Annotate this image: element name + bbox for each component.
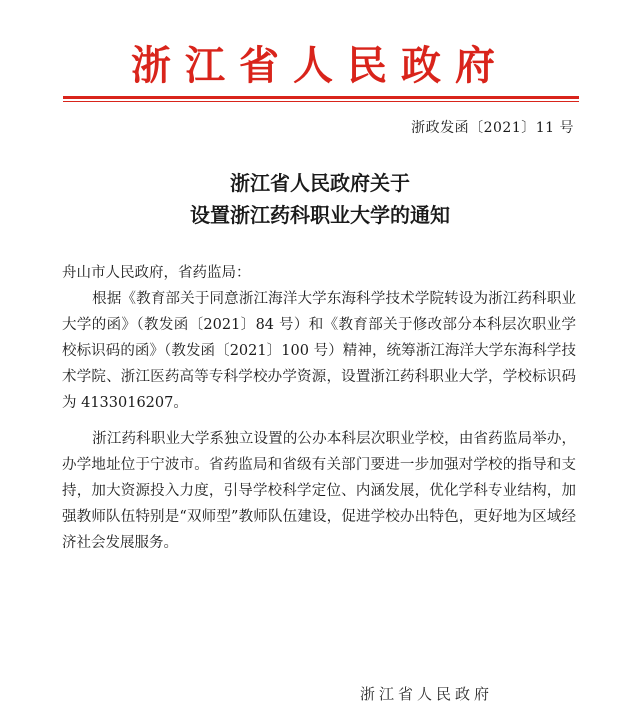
body-paragraph-2-text: 浙江药科职业大学系独立设置的公办本科层次职业学校，由省药监局举办，办学地址位于宁波市。省药监局和省级有关部门要进一步加强对学校的指导和支持，加大资源投入力度，引导学校科学定位、内涵发展，优化学科专业结构，加强教师队伍特别是“双师型”教师队伍建设，促进学校办出特色，更好地为区域经济社会发展服务。: [62, 431, 576, 551]
document-title-line-1: 浙江省人民政府关于: [230, 171, 410, 195]
body-paragraph-1-text: 根据《教育部关于同意浙江海洋大学东海科学技术学院转设为浙江药科职业大学的函》（教发函〔2021〕84 号）和《教育部关于修改部分本科层次职业学校标识码的函》（教发函〔2021〕100 号）精神，统筹浙江海洋大学东海科学技术学院、浙江医药高等专科学校办学资源，设置浙江药科职业大学，学校标识码为 4133016207。: [62, 291, 576, 411]
body-paragraph-1: [62, 286, 576, 416]
header-red-rule-thin: [63, 101, 579, 102]
document-title-line-2: 设置浙江药科职业大学的通知: [190, 203, 450, 227]
header-red-rule-thick: [63, 96, 579, 99]
addressee: 舟山市人民政府，省药监局：: [62, 265, 251, 281]
issuing-authority-header: 浙江省人民政府: [131, 43, 509, 89]
signature: 浙江省人民政府: [360, 685, 494, 703]
document-number: 浙政发函〔2021〕11 号: [411, 120, 574, 136]
body-paragraph-2: [62, 426, 576, 556]
